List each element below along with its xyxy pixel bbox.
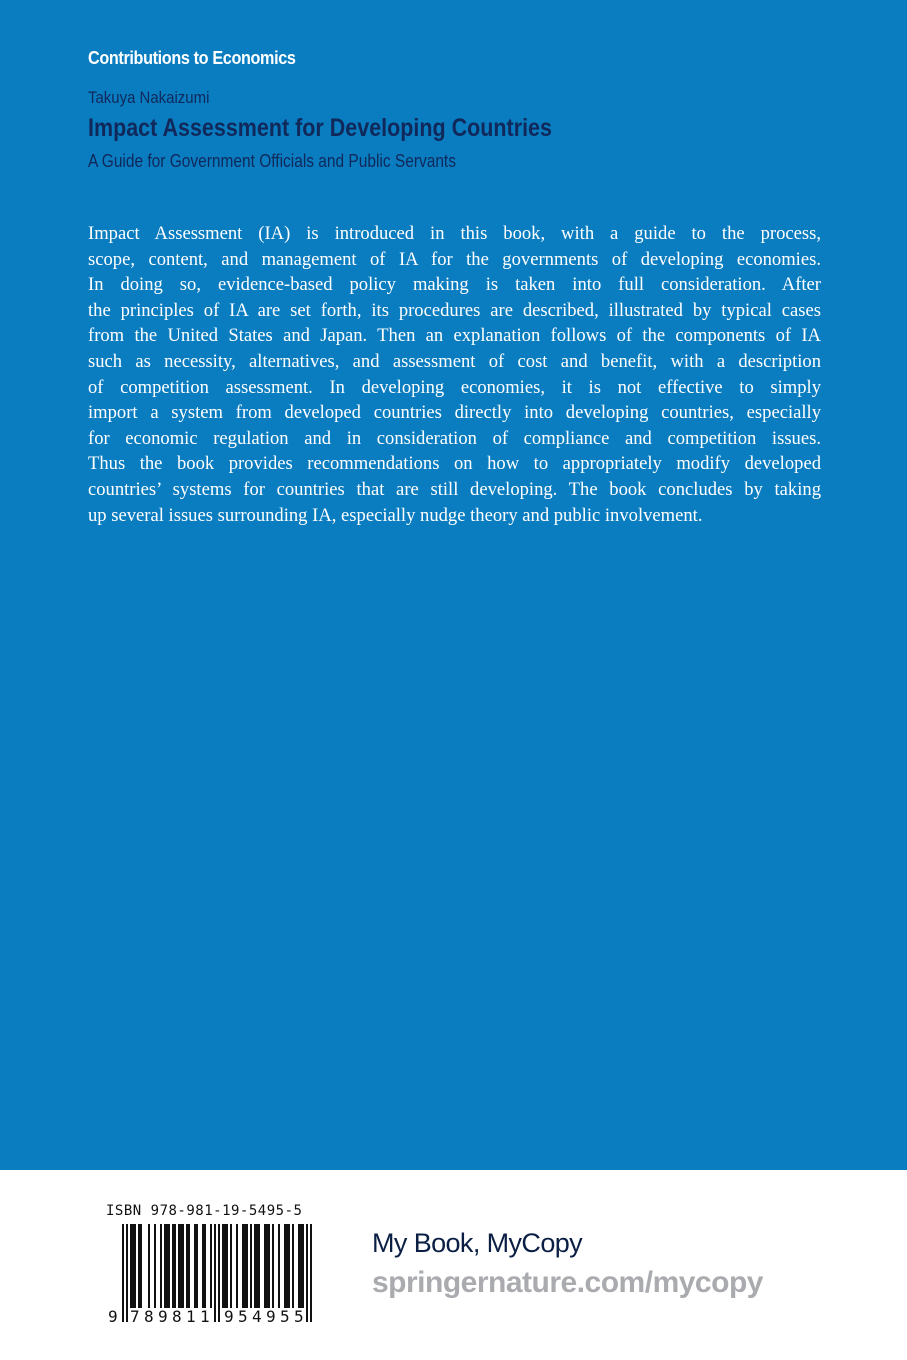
barcode-bar [178,1224,180,1308]
barcode-bar [224,1224,226,1308]
barcode-digit: 5 [238,1307,248,1326]
barcode-bar [194,1224,196,1308]
barcode-bar [264,1224,266,1308]
barcode-digit: 5 [294,1307,304,1326]
barcode-bar [310,1224,312,1322]
barcode-bar [300,1224,302,1308]
barcode-bar [188,1224,190,1308]
book-title: Impact Assessment for Developing Countries [88,114,552,142]
barcode-bar [272,1224,274,1308]
barcode-digit: 1 [200,1307,210,1326]
blurb-line: Impact Assessment (IA) is introduced in this book, with a guide to the process, [88,223,821,244]
barcode-bar [286,1224,288,1308]
barcode-bar [254,1224,256,1308]
barcode-bar [214,1224,216,1322]
barcode-bar [230,1224,232,1308]
barcode-bar [204,1224,206,1308]
barcode-bar [306,1224,308,1322]
blurb-line: In doing so, evidence-based policy making is taken into full consideration. After [88,274,821,296]
barcode-bar [180,1224,182,1308]
barcode-digit: 8 [144,1307,154,1326]
barcode-bar [288,1224,290,1308]
barcode-bar [292,1224,294,1308]
barcode-bar [186,1224,188,1308]
series-name: Contributions to Economics [88,48,296,68]
blurb-line: such as necessity, alternatives, and assessment of cost and benefit, with a description [88,350,821,372]
barcode-bar [138,1224,140,1308]
barcode-bar [218,1224,220,1322]
promo-url[interactable]: springernature.com/mycopy [372,1266,763,1299]
author-name: Takuya Nakaizumi [88,88,210,107]
barcode-bar [236,1224,238,1308]
barcode-digit: 1 [186,1307,196,1326]
promo-tagline: My Book, MyCopy [372,1228,583,1258]
barcode-bar [132,1224,134,1308]
barcode-bar [160,1224,162,1308]
blurb-line: for economic regulation and in consideration of compliance and competition issues. [88,427,821,449]
barcode-bar [268,1224,270,1308]
book-subtitle: A Guide for Government Officials and Public Servants [88,151,456,171]
blurb-line: the principles of IA are set forth, its procedures are described, illustrated by typical cases [88,299,821,321]
barcode-bar [256,1224,258,1308]
barcode-digit: 9 [266,1307,276,1326]
barcode-bar [122,1224,124,1322]
barcode-bar [244,1224,246,1308]
barcode-bar [278,1224,280,1308]
blurb-line: scope, content, and management of IA for the governments of developing economies. [88,248,821,270]
barcode-bar [134,1224,136,1308]
barcode-bar [164,1224,166,1308]
barcode-bar [148,1224,150,1308]
barcode-digit: 8 [172,1307,182,1326]
barcode-digit: 7 [130,1307,140,1326]
barcode [100,1224,315,1329]
barcode-bar [250,1224,252,1308]
blurb-line: Thus the book provides recommendations on how to appropriately modify developed [88,453,821,475]
isbn-label: ISBN 978-981-19-5495-5 [106,1203,303,1219]
blurb-line: countries’ systems for countries that are still developing. The book concludes by taking [88,478,821,500]
barcode-bar [182,1224,184,1308]
barcode-digit: 4 [252,1307,262,1326]
barcode-bar [174,1224,176,1308]
barcode-bar [130,1224,132,1308]
barcode-bar [222,1224,224,1308]
barcode-bar [154,1224,156,1308]
barcode-bar [210,1224,212,1308]
barcode-bar [196,1224,198,1308]
barcode-bar [226,1224,228,1308]
barcode-digit: 9 [108,1307,118,1326]
barcode-digit: 5 [280,1307,290,1326]
barcode-digit: 9 [158,1307,168,1326]
barcode-bar [172,1224,174,1308]
barcode-bar [202,1224,204,1308]
barcode-bar [242,1224,244,1308]
barcode-bar [168,1224,170,1308]
barcode-bar [284,1224,286,1308]
barcode-bar [258,1224,260,1308]
blurb [88,221,821,528]
barcode-bar [126,1224,128,1322]
blurb-line: import a system from developed countries directly into developing countries, especially [88,402,821,424]
barcode-bar [246,1224,248,1308]
blurb-line: of competition assessment. In developing economies, it is not effective to simply [88,376,821,398]
blurb-line: from the United States and Japan. Then an explanation follows of the components of IA [88,325,821,347]
barcode-bar [302,1224,304,1308]
barcode-bar [266,1224,268,1308]
barcode-bar [298,1224,300,1308]
blurb-line: up several issues surrounding IA, especially nudge theory and public involvement. [88,504,703,526]
barcode-digit: 9 [224,1307,234,1326]
barcode-bar [140,1224,142,1308]
barcode-bar [166,1224,168,1308]
